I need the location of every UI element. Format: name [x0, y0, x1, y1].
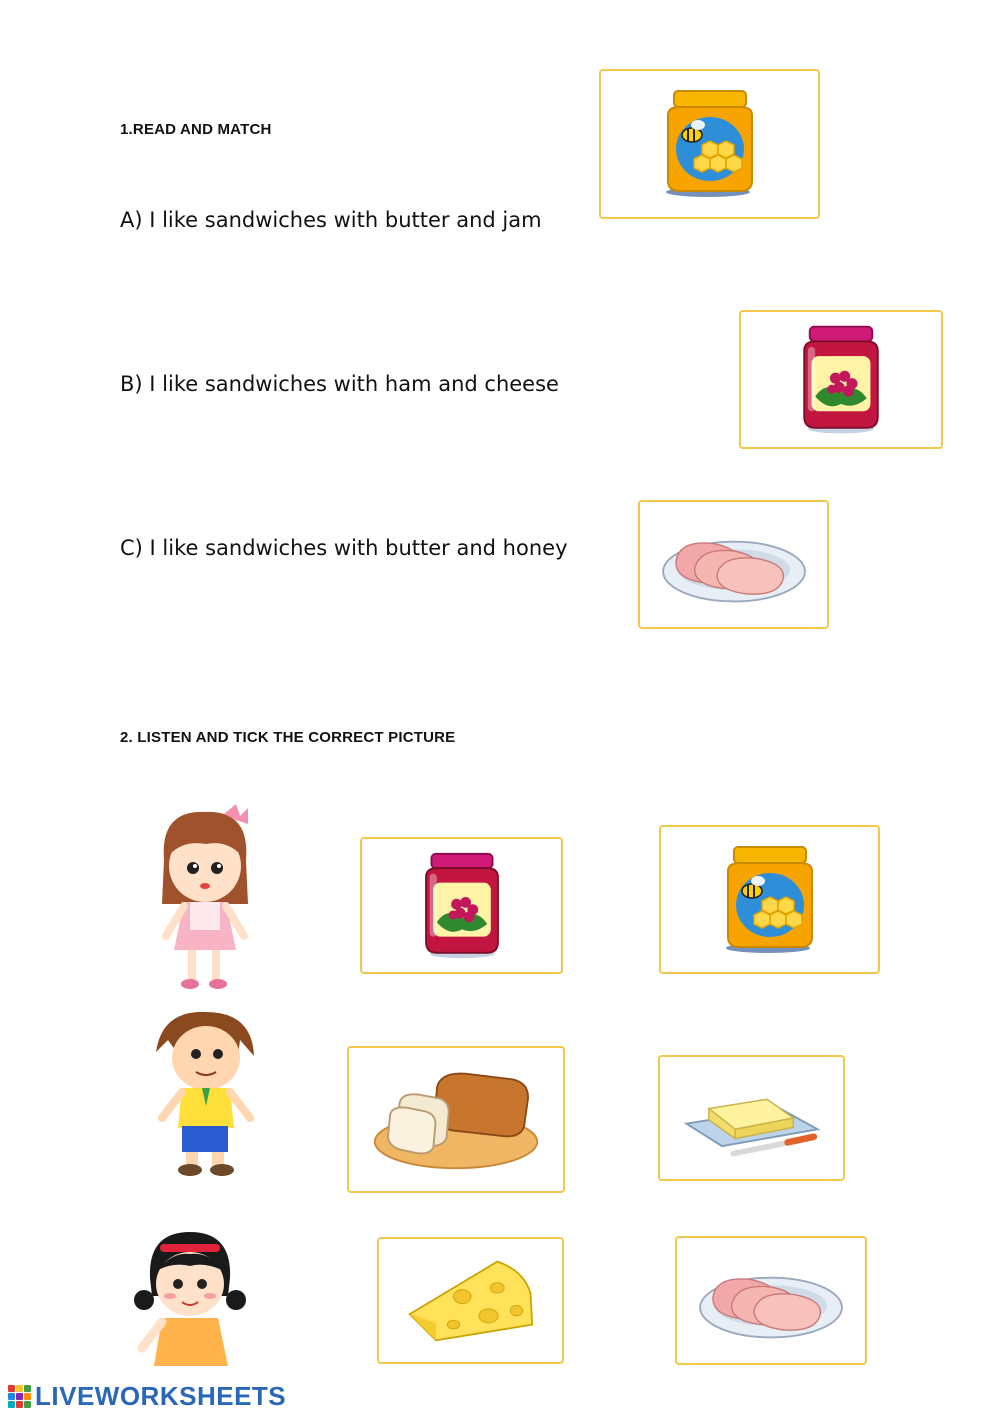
choice-bread[interactable] — [347, 1046, 565, 1193]
sentence-c: C) I like sandwiches with butter and honey — [120, 536, 568, 560]
section-2-heading: 2. LISTEN AND TICK THE CORRECT PICTURE — [120, 729, 456, 746]
choice-honey-1[interactable] — [659, 825, 880, 974]
sentence-b: B) I like sandwiches with ham and cheese — [120, 372, 559, 396]
boy-yellow-shirt-avatar — [148, 1006, 260, 1183]
logo-grid-icon — [8, 1385, 31, 1408]
liveworksheets-logo[interactable] — [8, 1381, 286, 1412]
jam-jar-icon — [417, 851, 507, 961]
girl-pigtails-avatar — [132, 1226, 248, 1371]
logo-text: LIVEWORKSHEETS — [35, 1381, 287, 1411]
cheese-wedge-icon — [401, 1252, 541, 1350]
girl-pink-dress-avatar — [150, 800, 260, 997]
match-card-honey[interactable] — [599, 69, 820, 219]
jam-jar-icon — [795, 324, 887, 436]
ham-plate-icon — [696, 1259, 846, 1343]
choice-jam-1[interactable] — [360, 837, 563, 974]
honey-jar-icon — [720, 845, 820, 955]
section-1-heading: 1.READ AND MATCH — [120, 121, 272, 138]
sentence-a: A) I like sandwiches with butter and jam — [120, 208, 542, 232]
match-card-ham[interactable] — [638, 500, 829, 629]
choice-cheese[interactable] — [377, 1237, 564, 1364]
bread-loaf-icon — [371, 1068, 541, 1172]
choice-ham-2[interactable] — [675, 1236, 867, 1365]
match-card-jam[interactable] — [739, 310, 943, 449]
butter-dish-icon — [677, 1071, 827, 1165]
choice-butter[interactable] — [658, 1055, 845, 1181]
ham-plate-icon — [659, 523, 809, 607]
honey-jar-icon — [660, 89, 760, 199]
